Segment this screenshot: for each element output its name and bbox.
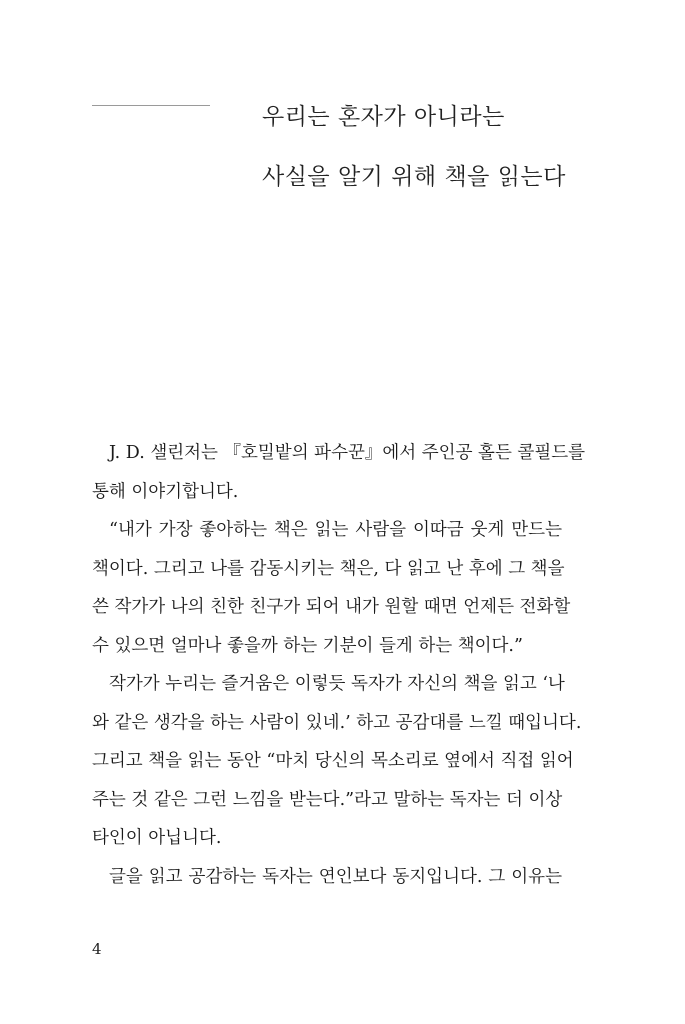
chapter-title-line-2: 사실을 알기 위해 책을 읽는다 xyxy=(262,164,566,190)
body-line: 통해 이야기합니다. xyxy=(92,481,239,502)
body-text xyxy=(92,434,586,896)
body-line: “내가 가장 좋아하는 책은 읽는 사람을 이따금 웃게 만드는 xyxy=(109,520,562,540)
body-line: 타인이 아닙니다. xyxy=(92,828,222,848)
body-line: J. D. 샐린저는 『호밀밭의 파수꾼』에서 주인공 홀든 콜필드를 xyxy=(109,443,586,463)
body-line: 수 있으면 얼마나 좋을까 하는 기분이 들게 하는 책이다.” xyxy=(92,635,523,656)
body-line: 책이다. 그리고 나를 감동시키는 책은, 다 읽고 난 후에 그 책을 xyxy=(92,558,565,579)
body-line: 와 같은 생각을 하는 사람이 있네.’ 하고 공감대를 느낄 때입니다. xyxy=(92,712,582,733)
body-line: 작가가 누리는 즐거움은 이렇듯 독자가 자신의 책을 읽고 ‘나 xyxy=(109,674,565,694)
page-number: 4 xyxy=(92,940,102,958)
body-line: 주는 것 같은 그런 느낌을 받는다.”라고 말하는 독자는 더 이상 xyxy=(92,789,563,810)
chapter-title-line-1: 우리는 혼자가 아니라는 xyxy=(262,104,505,130)
heading-rule xyxy=(92,105,210,106)
body-line: 글을 읽고 공감하는 독자는 연인보다 동지입니다. 그 이유는 xyxy=(109,866,562,887)
body-line: 그리고 책을 읽는 동안 “마치 당신의 목소리로 옆에서 직접 읽어 xyxy=(92,751,574,771)
body-line: 쓴 작가가 나의 친한 친구가 되어 내가 원할 때면 언제든 전화할 xyxy=(92,597,571,617)
